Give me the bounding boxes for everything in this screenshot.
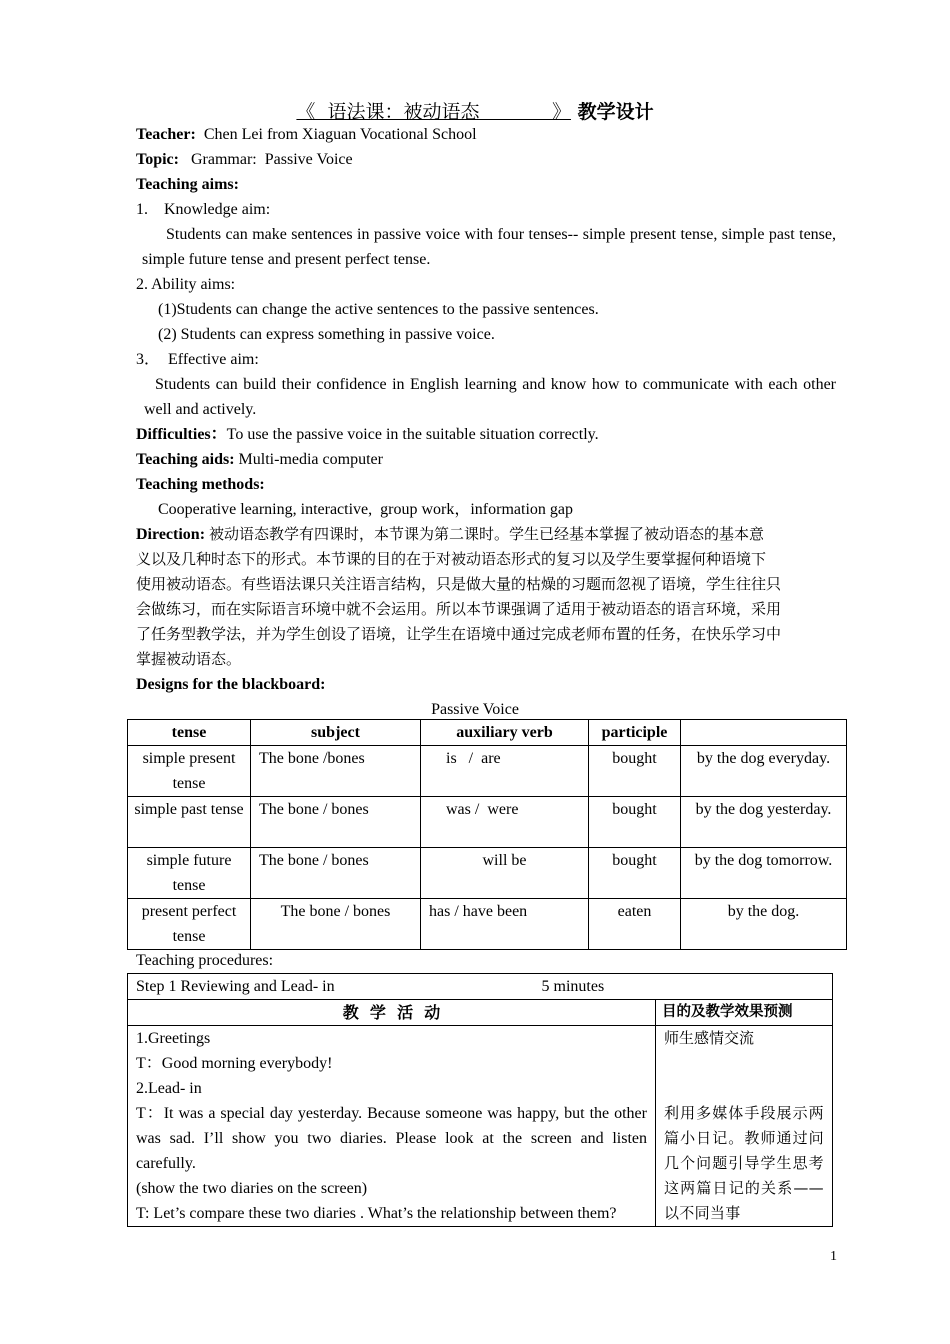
header-tense: tense [128,720,251,746]
direction-label: Direction: [136,526,210,543]
blackboard-title: Passive Voice [431,701,519,718]
aim2-b: (2) Students can express something in passive voice. [158,326,495,343]
activity-line: 1.Greetings [136,1030,211,1047]
teacher-line [136,122,836,147]
activity-line: T：Good morning everybody! [136,1055,333,1072]
table-row [128,899,847,950]
cell-aux: has / have been [421,899,589,950]
cell-participle: bought [589,746,681,797]
activity-line: (show the two diaries on the screen) [136,1180,368,1197]
teacher-label: Teacher: [136,126,196,143]
purpose-line: 利用多媒体手段展示两篇小日记。教师通过问几个问题引导学生思考这两篇日记的关系——以不同当事 [664,1104,824,1222]
cell-subject: The bone / bones [251,899,421,950]
header-participle: participle [589,720,681,746]
header-auxiliary-verb: auxiliary verb [421,720,589,746]
aim1-title: 1. Knowledge aim: [136,201,271,218]
teaching-aids-line [136,447,836,472]
cell-aux: is / are [421,746,589,797]
header-subject: subject [251,720,421,746]
cell-agent: by the dog yesterday. [681,797,847,848]
cell-aux: will be [421,848,589,899]
cell-participle: eaten [589,899,681,950]
aim3-title: 3． Effective aim: [136,351,259,368]
activity-line: T: Let’s compare these two diaries . What’s the relationship between them? [136,1205,617,1222]
cell-participle: bought [589,848,681,899]
purpose-line: 师生感情交流 [664,1029,755,1047]
direction-text-2: 义以及几种时态下的形式。本节课的目的在于对被动语态形式的复习以及学生要掌握何种语境下 [136,550,767,568]
direction-line-1 [136,522,836,547]
step1-cell [128,974,833,1000]
direction-text-5: 了任务型教学法，并为学生创设了语境，让学生在语境中通过完成老师布置的任务，在快乐学习中 [136,625,782,643]
direction-text-3: 使用被动语态。有些语法课只关注语言结构，只是做大量的枯燥的习题而忽视了语境，学生往往只 [136,575,782,593]
aim2-a: (1)Students can change the active sentences to the passive sentences. [158,301,599,318]
cell-tense: simple past tense [128,797,251,848]
table-row [128,848,847,899]
topic-label: Topic: [136,151,179,168]
teaching-aims-label: Teaching aims: [136,176,239,193]
header-agent [681,720,847,746]
cell-agent: by the dog. [681,899,847,950]
purpose-line [664,1076,824,1101]
aim2-title: 2. Ability aims: [136,276,236,293]
blackboard-table [127,719,847,950]
cell-subject: The bone / bones [251,797,421,848]
procedures-label: Teaching procedures: [136,952,274,969]
activity-line: T：It was a special day yesterday. Because someone was happy, but the other was sad. I’ll show you two diaries. Please look at the screen and listen carefully. [136,1105,647,1172]
blackboard-label: Designs for the blackboard: [136,676,326,693]
proc-header-row [128,1000,833,1026]
step1-time: 5 minutes [541,978,605,995]
teaching-aids-label: Teaching aids: [136,451,235,468]
cell-subject: The bone /bones [251,746,421,797]
blackboard-header-row [128,720,847,746]
direction-text-4: 会做练习，而在实际语言环境中就不会运用。所以本节课强调了适用于被动语态的语言环境，采用 [136,600,782,618]
purpose-line [664,1051,824,1076]
topic-line [136,147,836,172]
teaching-aids-value: Multi-media computer [234,451,383,468]
difficulties-value: To use the passive voice in the suitable situation correctly. [226,426,599,443]
teaching-methods-label: Teaching methods: [136,476,265,493]
teaching-methods-value: Cooperative learning, interactive, group work，information gap [158,501,573,518]
aim1-text: Students can make sentences in passive voice with four tenses-- simple present tense, simple past tense, simple future tense and present perfect tense. [142,226,836,268]
teacher-value: Chen Lei from Xiaguan Vocational School [195,126,477,143]
cell-tense: simple present tense [128,746,251,797]
proc-content-row [128,1026,833,1227]
cell-tense: simple future tense [128,848,251,899]
topic-value: Grammar: Passive Voice [178,151,353,168]
header-activity: 教 学 活 动 [128,1000,656,1026]
header-purpose: 目的及教学效果预测 [656,1000,833,1026]
cell-participle: bought [589,797,681,848]
title-rest: 教学设计 [570,101,654,123]
title-underlined: 《 语法课：被动语态 》 [296,101,571,123]
activity-line: 2.Lead- in [136,1080,202,1097]
cell-agent: by the dog tomorrow. [681,848,847,899]
difficulties-label: Difficulties： [136,426,227,443]
cell-aux: was / were [421,797,589,848]
step1-title: Step 1 Reviewing and Lead- in [136,978,335,995]
direction-text-1: 被动语态教学有四课时，本节课为第二课时。学生已经基本掌握了被动语态的基本意 [209,525,765,543]
page-number: 1 [830,1249,837,1264]
table-row [128,746,847,797]
direction-text-6: 掌握被动语态。 [136,650,242,668]
aim3-text: Students can build their confidence in English learning and know how to communicate with each other well and actively. [144,376,836,418]
procedure-table [127,973,833,1227]
cell-agent: by the dog everyday. [681,746,847,797]
cell-tense: present perfect tense [128,899,251,950]
document-title [0,97,950,124]
purpose-cell [656,1026,833,1227]
table-row [128,797,847,848]
cell-subject: The bone / bones [251,848,421,899]
activity-cell [128,1026,656,1227]
difficulties-line [136,422,836,447]
step1-row [128,974,833,1000]
